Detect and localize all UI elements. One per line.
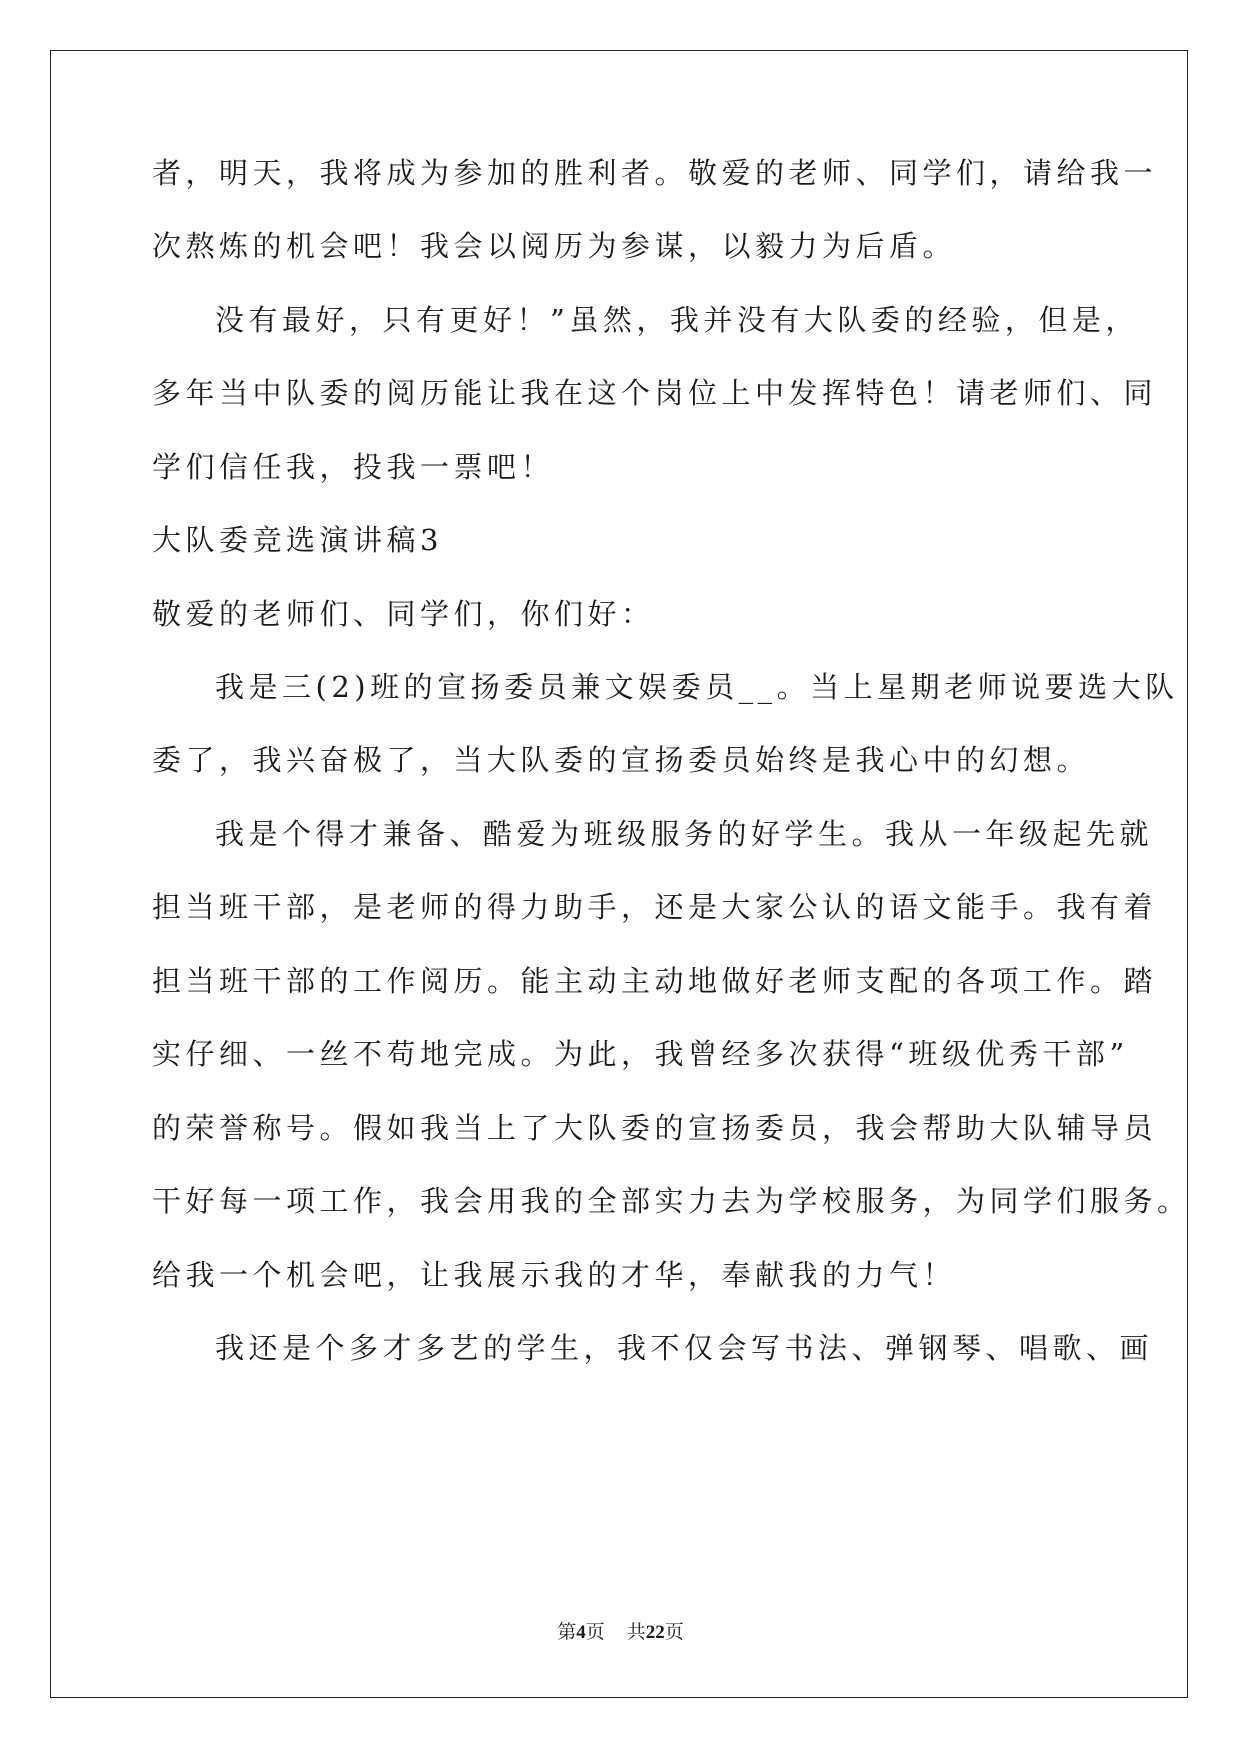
footer-page-prefix: 第 [557, 1621, 577, 1643]
body-line-14: 的荣誉称号。假如我当上了大队委的宣扬委员，我会帮助大队辅导员 [152, 1111, 1158, 1145]
body-line-16: 给我一个机会吧，让我展示我的才华，奉献我的力气！ [152, 1258, 957, 1292]
body-line-5: 学们信任我，投我一票吧！ [152, 450, 555, 484]
body-line-9: 委了，我兴奋极了，当大队委的宣扬委员始终是我心中的幻想。 [152, 743, 1091, 777]
footer-total-number: 22 [645, 1622, 665, 1643]
body-line-11: 担当班干部，是老师的得力助手，还是大家公认的语文能手。我有着 [152, 890, 1158, 924]
body-line-15: 干好每一项工作，我会用我的全部实力去为学校服务，为同学们服务。 [152, 1184, 1191, 1218]
body-line-4: 多年当中队委的阅历能让我在这个岗位上中发挥特色！请老师们、同 [152, 376, 1158, 410]
footer-page-suffix: 页 [585, 1621, 605, 1643]
greeting-line: 敬爱的老师们、同学们，你们好： [152, 597, 655, 631]
body-line-2: 次熬炼的机会吧！我会以阅历为参谋，以毅力为后盾。 [152, 229, 957, 263]
body-line-1: 者，明天，我将成为参加的胜利者。敬爱的老师、同学们，请给我一 [152, 156, 1158, 190]
footer-total-prefix: 共 [626, 1621, 646, 1643]
page-footer [0, 1620, 1241, 1645]
section-title: 大队委竞选演讲稿3 [152, 523, 443, 557]
body-line-12: 担当班干部的工作阅历。能主动主动地做好老师支配的各项工作。踏 [152, 964, 1158, 998]
footer-total-suffix: 页 [664, 1621, 684, 1643]
body-line-17: 我还是个多才多艺的学生，我不仅会写书法、弹钢琴、唱歌、画 [215, 1331, 1154, 1365]
body-line-10: 我是个得才兼备、酷爱为班级服务的好学生。我从一年级起先就 [215, 817, 1154, 851]
body-line-8: 我是三(2)班的宣扬委员兼文娱委员__。当上星期老师说要选大队 [215, 670, 1179, 704]
page-border [50, 50, 1191, 1698]
body-line-3: 没有最好，只有更好！”虽然，我并没有大队委的经验，但是， [215, 303, 1139, 337]
footer-page-number: 4 [576, 1622, 586, 1643]
body-line-13: 实仔细、一丝不苟地完成。为此，我曾经多次获得“班级优秀干部” [152, 1037, 1129, 1071]
